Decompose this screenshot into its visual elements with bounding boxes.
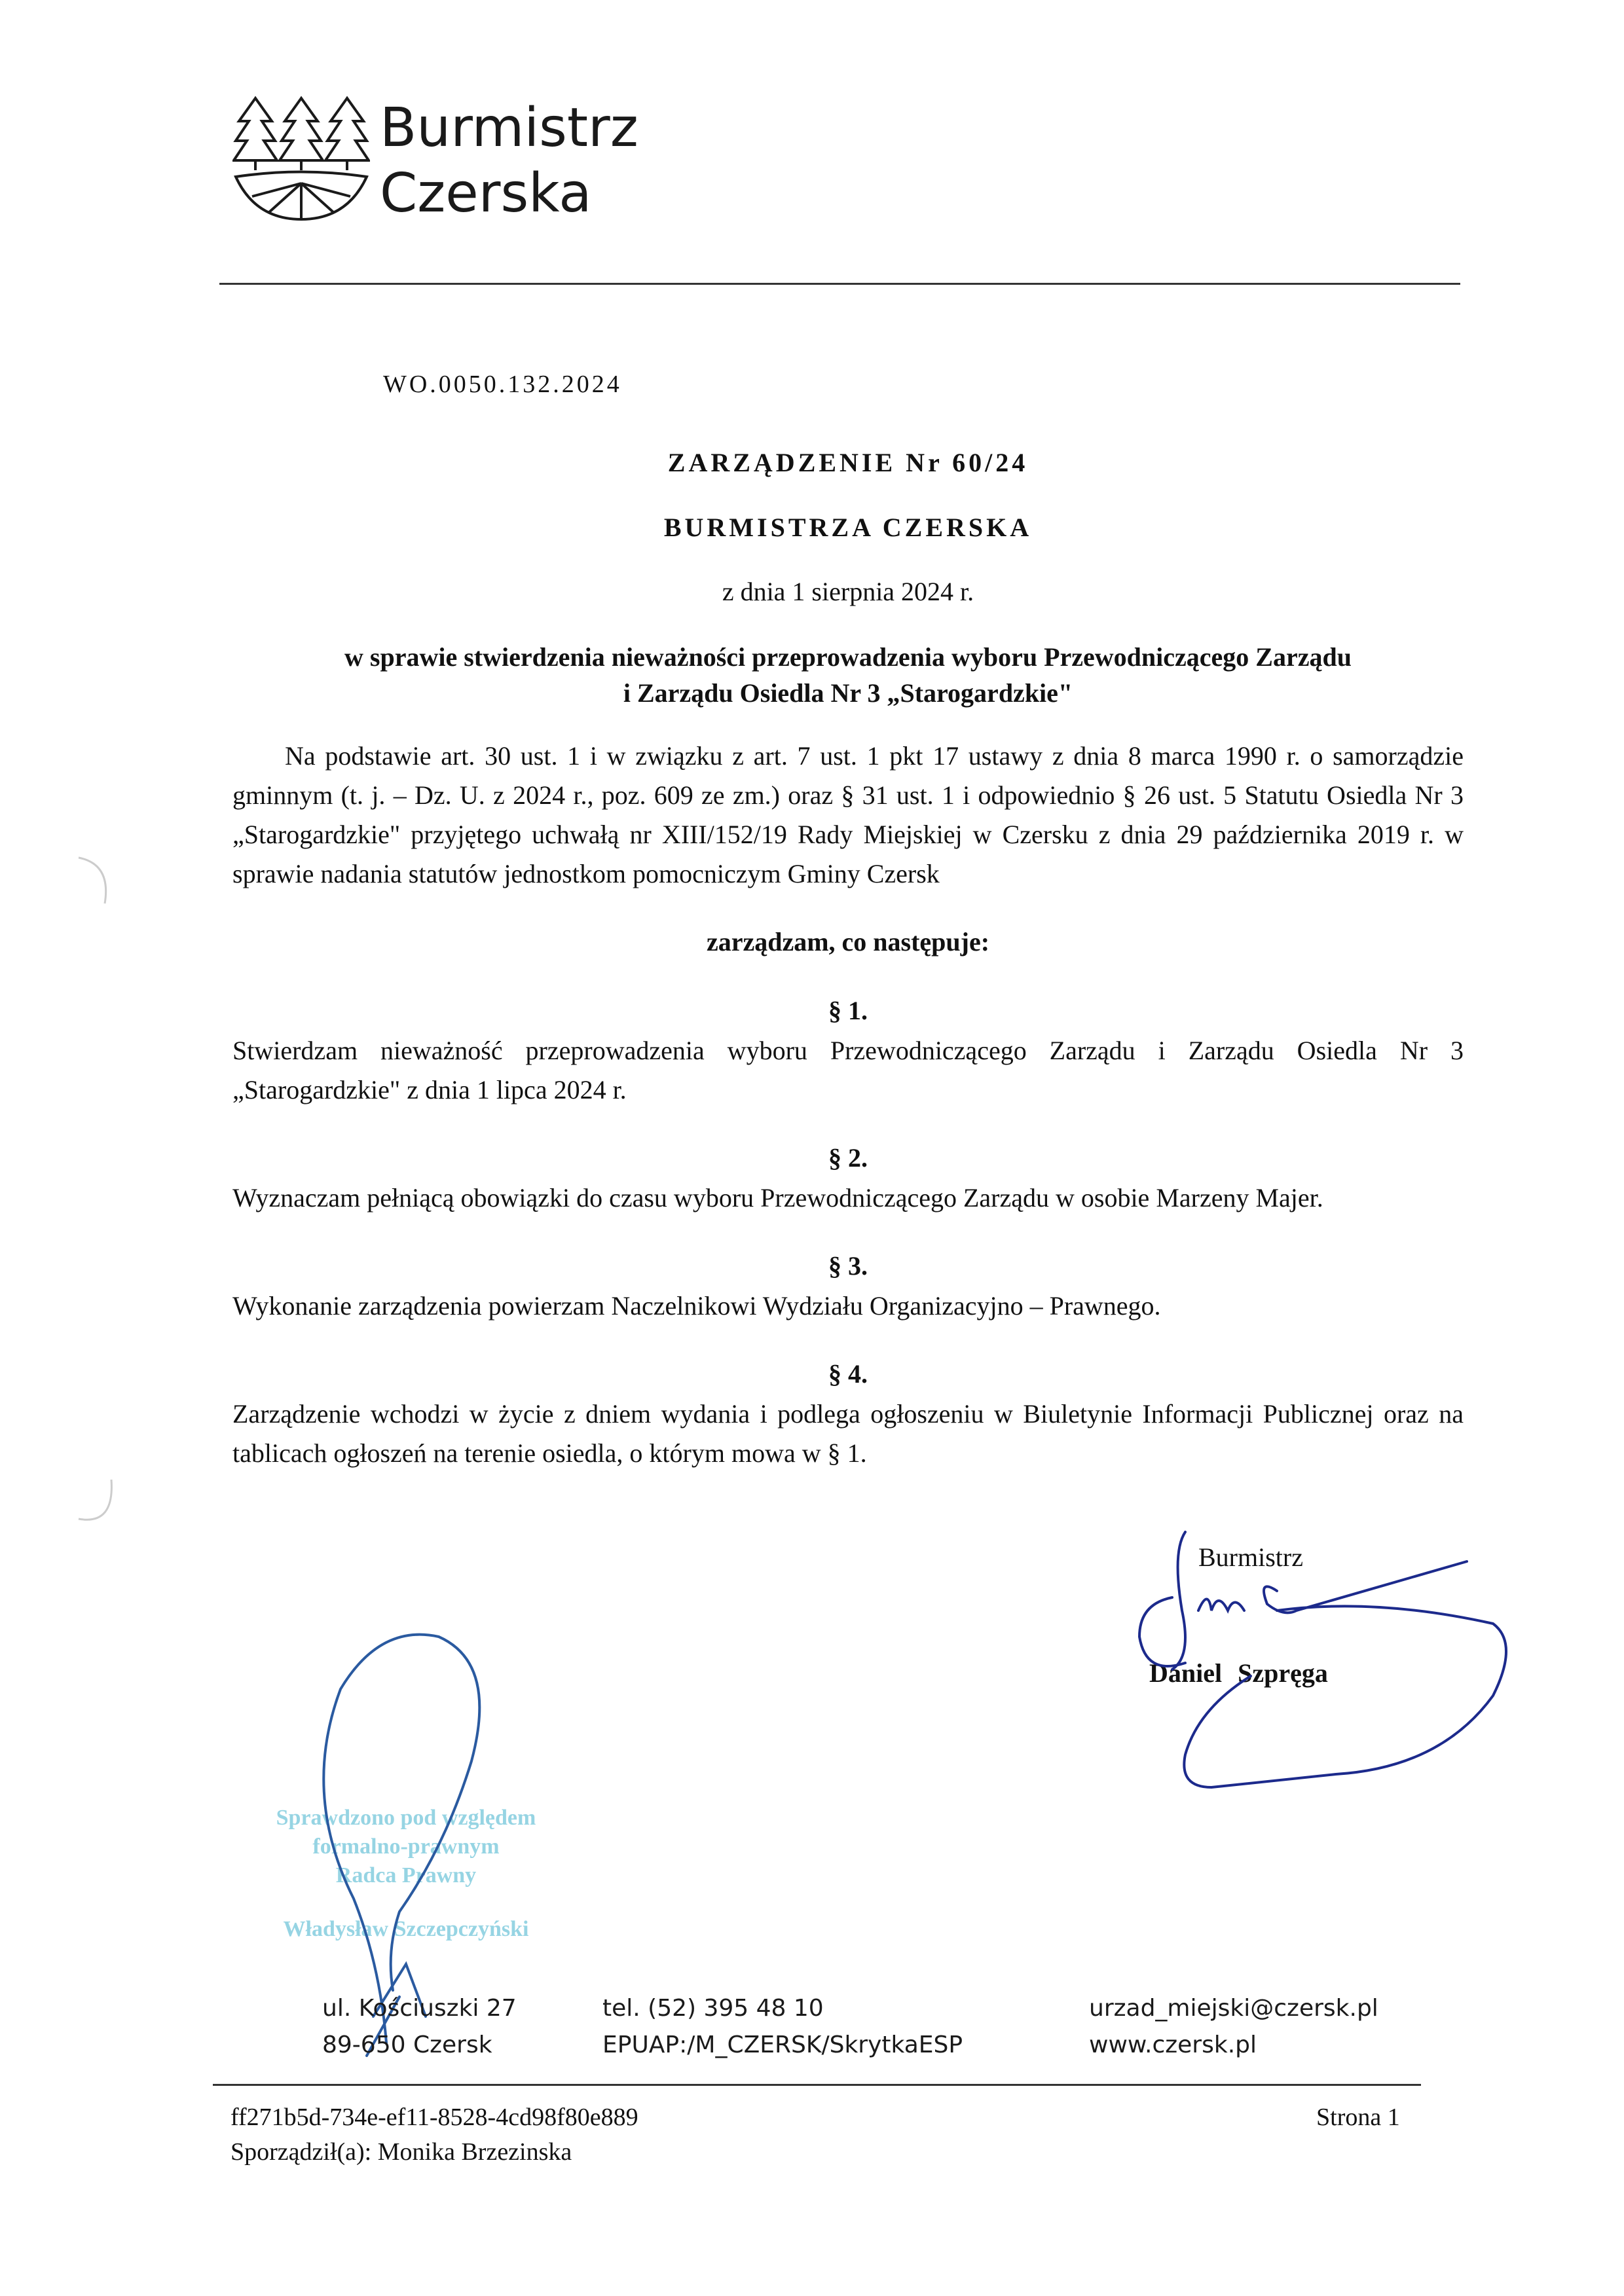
footer-epuap: EPUAP:/M_CZERSK/SkrytkaESP [602,2032,963,2058]
ordinance-date: z dnia 1 sierpnia 2024 r. [722,577,974,606]
footer-email[interactable]: urzad_miejski@czersk.pl [1089,1995,1378,2022]
logo-title-line2: Czerska [380,162,592,225]
stamp-line-1: Sprawdzono pod względem [276,1806,536,1830]
ordinance-title: ZARZĄDZENIE Nr 60/24 [667,448,1029,477]
reference-number: WO.0050.132.2024 [383,371,622,398]
stamp-line-4: Władysław Szczepczyński [283,1917,529,1941]
logo-title-line1: Burmistrz [380,97,638,159]
stamp-line-3: Radca Prawny [335,1863,477,1887]
section-1-heading: § 1. [828,996,868,1025]
page-number: Strona 1 [1316,2104,1400,2131]
footer-address-street: ul. Kościuszki 27 [322,1995,517,2022]
punch-hole-mark [65,1473,118,1539]
czersk-emblem-icon [232,92,370,223]
preamble: Na podstawie art. 30 ust. 1 i w związku z art. 7 ust. 1 pkt 17 ustawy z dnia 8 marca 1990 r. o samorządzie gminnym (t. j. – Dz. U. z 2024 r., poz. 609 ze zm.) oraz § 31 ust. 1 i odpowiednio § 26 ust. 5 Statutu Osiedla Nr 3 „Starogardzkie" przyjętego uchwałą nr XIII/152/19 Rady Miejskiej w Czersku z dnia 29 października 2019 r. w sprawie nadania statutów jednostkom pomocniczym Gminy Czersk [232,741,1464,888]
signature-role: Burmistrz [1198,1542,1303,1572]
stamp-line-2: formalno-prawnym [312,1834,500,1859]
section-2-heading: § 2. [828,1143,868,1173]
footer-website[interactable]: www.czersk.pl [1089,2032,1257,2058]
ordering-clause: zarządzam, co następuje: [706,927,990,957]
logo [232,92,370,223]
section-2-text: Wyznaczam pełniącą obowiązki do czasu wyboru Przewodniczącego Zarządu w osobie Marzeny Majer. [232,1183,1323,1212]
ordinance-issuer: BURMISTRZA CZERSKA [663,513,1033,542]
handwritten-signature-icon [1100,1512,1526,1827]
subject-line-1: w sprawie stwierdzenia nieważności przeprowadzenia wyboru Przewodniczącego Zarządu [344,642,1352,672]
prepared-by: Sporządził(a): Monika Brzezinska [231,2138,572,2166]
signature-name: Daniel Szpręga [1149,1658,1328,1688]
footer-address-city: 89-650 Czersk [322,2032,492,2058]
section-3-text: Wykonanie zarządzenia powierzam Naczelnikowi Wydziału Organizacyjno – Prawnego. [232,1291,1161,1321]
section-4-text: Zarządzenie wchodzi w życie z dniem wydania i podlega ogłoszeniu w Biuletynie Informacji Publicznej oraz na tablicach ogłoszeń na terenie osiedla, o którym mowa w § 1. [232,1399,1464,1468]
punch-hole-mark [65,851,118,917]
section-1-text: Stwierdzam nieważność przeprowadzenia wyboru Przewodniczącego Zarządu i Zarządu Osiedla Nr 3 „Starogardzkie" z dnia 1 lipca 2024 r. [232,1036,1464,1104]
subject-line-2: i Zarządu Osiedla Nr 3 „Starogardzkie" [623,678,1073,708]
document-id: ff271b5d-734e-ef11-8528-4cd98f80e889 [231,2104,638,2131]
footer-phone: tel. (52) 395 48 10 [602,1995,824,2022]
header-divider [219,283,1460,285]
footer-divider [213,2084,1421,2086]
section-3-heading: § 3. [828,1251,868,1281]
section-4-heading: § 4. [828,1359,868,1389]
